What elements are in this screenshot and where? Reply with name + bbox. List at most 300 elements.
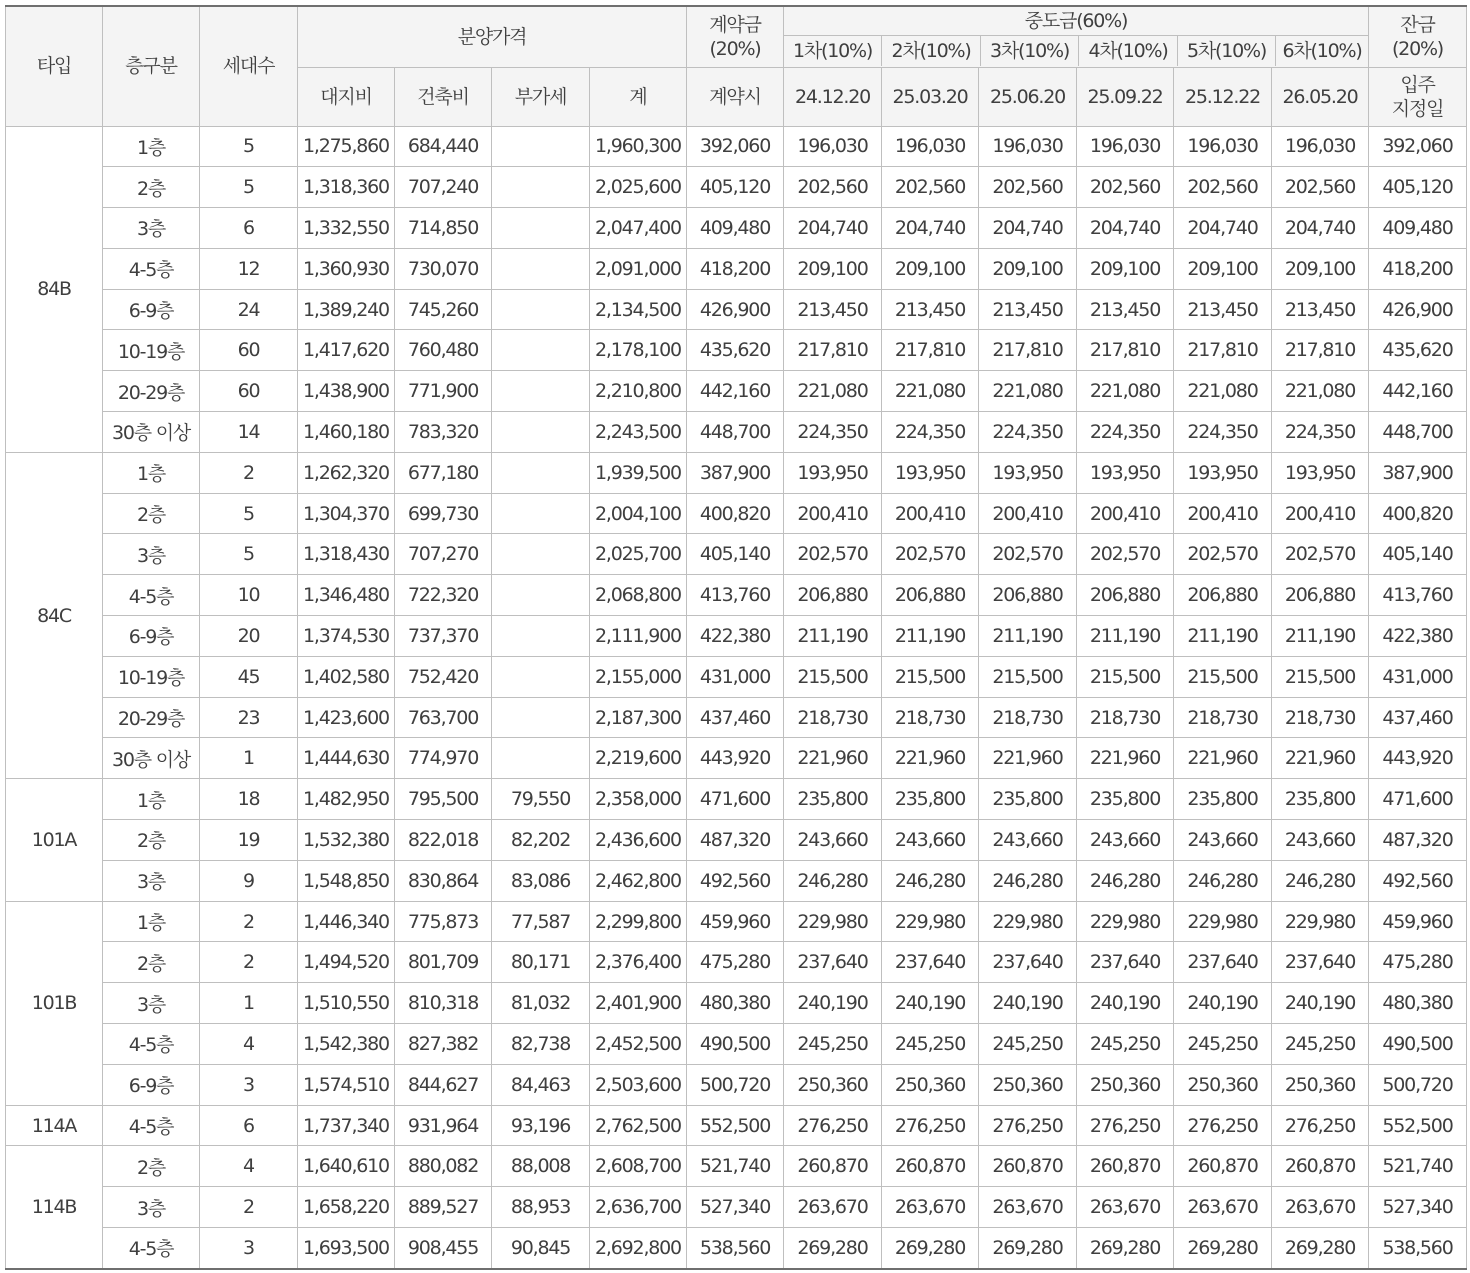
units-cell: 20 <box>200 616 298 657</box>
deposit-cell: 527,340 <box>687 1187 784 1228</box>
deposit-cell: 487,320 <box>687 820 784 861</box>
middle-payment-cell-2: 237,640 <box>882 942 979 983</box>
balance-cell: 387,900 <box>1369 452 1467 493</box>
total-cell: 2,376,400 <box>590 942 687 983</box>
land-cell: 1,446,340 <box>298 901 395 942</box>
middle-payment-cell-1: 276,250 <box>784 1105 882 1146</box>
vat-cell: 83,086 <box>492 860 590 901</box>
building-cell: 760,480 <box>395 330 492 371</box>
header-middle-label-2: 2차(10%) <box>882 36 981 66</box>
building-cell: 830,864 <box>395 860 492 901</box>
middle-payment-cell-5: 235,800 <box>1174 779 1272 820</box>
land-cell: 1,693,500 <box>298 1228 395 1269</box>
total-cell: 2,358,000 <box>590 779 687 820</box>
middle-payment-cell-2: 276,250 <box>882 1105 979 1146</box>
middle-payment-cell-6: 206,880 <box>1272 575 1369 616</box>
table-row <box>6 452 1467 493</box>
total-cell: 2,025,700 <box>590 534 687 575</box>
table-row <box>6 1228 1467 1269</box>
balance-cell: 413,760 <box>1369 575 1467 616</box>
building-cell: 722,320 <box>395 575 492 616</box>
floor-cell: 1층 <box>103 779 200 820</box>
header-middle-group <box>784 6 1369 67</box>
middle-payment-cell-2: 196,030 <box>882 126 979 167</box>
middle-payment-cell-2: 200,410 <box>882 493 979 534</box>
middle-payment-cell-3: 229,980 <box>979 901 1077 942</box>
floor-cell: 6-9층 <box>103 289 200 330</box>
middle-payment-cell-2: 243,660 <box>882 820 979 861</box>
middle-payment-cell-3: 204,740 <box>979 208 1077 249</box>
land-cell: 1,332,550 <box>298 208 395 249</box>
balance-cell: 480,380 <box>1369 983 1467 1024</box>
land-cell: 1,510,550 <box>298 983 395 1024</box>
total-cell: 2,608,700 <box>590 1146 687 1187</box>
middle-payment-cell-3: 237,640 <box>979 942 1077 983</box>
total-cell: 2,636,700 <box>590 1187 687 1228</box>
total-cell: 1,960,300 <box>590 126 687 167</box>
middle-payment-cell-2: 218,730 <box>882 697 979 738</box>
floor-cell: 2층 <box>103 942 200 983</box>
deposit-cell: 552,500 <box>687 1105 784 1146</box>
table-row <box>6 738 1467 779</box>
middle-payment-cell-6: 209,100 <box>1272 248 1369 289</box>
middle-payment-cell-2: 250,360 <box>882 1064 979 1105</box>
land-cell: 1,417,620 <box>298 330 395 371</box>
total-cell: 2,210,800 <box>590 371 687 412</box>
middle-payment-cell-5: 221,960 <box>1174 738 1272 779</box>
deposit-cell: 437,460 <box>687 697 784 738</box>
units-cell: 2 <box>200 901 298 942</box>
middle-payment-cell-3: 193,950 <box>979 452 1077 493</box>
total-cell: 2,025,600 <box>590 167 687 208</box>
building-cell: 707,270 <box>395 534 492 575</box>
land-cell: 1,318,360 <box>298 167 395 208</box>
middle-payment-cell-1: 221,080 <box>784 371 882 412</box>
middle-payment-cell-1: 224,350 <box>784 412 882 453</box>
middle-payment-cell-6: 202,570 <box>1272 534 1369 575</box>
middle-payment-cell-5: 276,250 <box>1174 1105 1272 1146</box>
vat-cell <box>492 493 590 534</box>
vat-cell <box>492 656 590 697</box>
balance-cell: 405,140 <box>1369 534 1467 575</box>
building-cell: 822,018 <box>395 820 492 861</box>
building-cell: 844,627 <box>395 1064 492 1105</box>
type-cell: 114B <box>6 1146 103 1269</box>
floor-cell: 30층 이상 <box>103 412 200 453</box>
land-cell: 1,482,950 <box>298 779 395 820</box>
type-cell: 101A <box>6 779 103 901</box>
units-cell: 10 <box>200 575 298 616</box>
middle-payment-cell-1: 213,450 <box>784 289 882 330</box>
vat-cell <box>492 452 590 493</box>
header-deposit-pct: (20%) <box>709 37 761 60</box>
header-middle-label-6: 6차(10%) <box>1282 40 1362 63</box>
middle-payment-cell-6: 224,350 <box>1272 412 1369 453</box>
total-cell: 2,452,500 <box>590 1024 687 1065</box>
vat-cell <box>492 697 590 738</box>
building-cell: 752,420 <box>395 656 492 697</box>
middle-payment-cell-3: 215,500 <box>979 656 1077 697</box>
middle-payment-cell-4: 215,500 <box>1077 656 1174 697</box>
balance-cell: 500,720 <box>1369 1064 1467 1105</box>
units-cell: 1 <box>200 983 298 1024</box>
type-cell: 101B <box>6 901 103 1105</box>
header-type: 타입 <box>6 6 103 126</box>
header-middle-labels <box>784 36 1368 66</box>
units-cell: 5 <box>200 167 298 208</box>
middle-payment-cell-1: 204,740 <box>784 208 882 249</box>
table-row <box>6 860 1467 901</box>
middle-payment-cell-5: 209,100 <box>1174 248 1272 289</box>
middle-payment-cell-3: 218,730 <box>979 697 1077 738</box>
building-cell: 707,240 <box>395 167 492 208</box>
middle-payment-cell-3: 211,190 <box>979 616 1077 657</box>
deposit-cell: 413,760 <box>687 575 784 616</box>
balance-cell: 426,900 <box>1369 289 1467 330</box>
middle-payment-cell-4: 269,280 <box>1077 1228 1174 1269</box>
total-cell: 2,462,800 <box>590 860 687 901</box>
vat-cell <box>492 126 590 167</box>
middle-payment-cell-5: 217,810 <box>1174 330 1272 371</box>
middle-payment-cell-4: 245,250 <box>1077 1024 1174 1065</box>
header-balance-timing-2: 지정일 <box>1391 97 1444 120</box>
vat-cell: 80,171 <box>492 942 590 983</box>
balance-cell: 437,460 <box>1369 697 1467 738</box>
middle-payment-cell-6: 235,800 <box>1272 779 1369 820</box>
total-cell: 2,762,500 <box>590 1105 687 1146</box>
deposit-cell: 426,900 <box>687 289 784 330</box>
deposit-cell: 521,740 <box>687 1146 784 1187</box>
middle-payment-cell-2: 209,100 <box>882 248 979 289</box>
middle-payment-cell-4: 237,640 <box>1077 942 1174 983</box>
table-body <box>6 126 1467 1269</box>
deposit-cell: 435,620 <box>687 330 784 371</box>
middle-payment-cell-4: 229,980 <box>1077 901 1174 942</box>
middle-payment-cell-6: 229,980 <box>1272 901 1369 942</box>
building-cell: 730,070 <box>395 248 492 289</box>
total-cell: 1,939,500 <box>590 452 687 493</box>
middle-payment-cell-2: 204,740 <box>882 208 979 249</box>
balance-cell: 459,960 <box>1369 901 1467 942</box>
middle-payment-cell-1: 240,190 <box>784 983 882 1024</box>
middle-payment-cell-5: 206,880 <box>1174 575 1272 616</box>
middle-payment-cell-2: 202,560 <box>882 167 979 208</box>
deposit-cell: 500,720 <box>687 1064 784 1105</box>
middle-payment-cell-6: 213,450 <box>1272 289 1369 330</box>
balance-cell: 409,480 <box>1369 208 1467 249</box>
table-row <box>6 208 1467 249</box>
deposit-cell: 400,820 <box>687 493 784 534</box>
balance-cell: 418,200 <box>1369 248 1467 289</box>
header-balance-timing-1: 입주 <box>1400 73 1435 96</box>
header-units: 세대수 <box>200 6 298 126</box>
middle-payment-cell-1: 218,730 <box>784 697 882 738</box>
middle-payment-cell-4: 211,190 <box>1077 616 1174 657</box>
header-balance <box>1369 6 1467 67</box>
header-deposit-timing: 계약시 <box>687 67 784 126</box>
middle-payment-cell-4: 246,280 <box>1077 860 1174 901</box>
total-cell: 2,047,400 <box>590 208 687 249</box>
header-middle-date-2: 25.03.20 <box>882 67 979 126</box>
table-row <box>6 1064 1467 1105</box>
middle-payment-cell-1: 217,810 <box>784 330 882 371</box>
vat-cell: 82,738 <box>492 1024 590 1065</box>
vat-cell: 81,032 <box>492 983 590 1024</box>
table-row <box>6 1146 1467 1187</box>
vat-cell: 93,196 <box>492 1105 590 1146</box>
middle-payment-cell-4: 224,350 <box>1077 412 1174 453</box>
building-cell: 775,873 <box>395 901 492 942</box>
floor-cell: 4-5층 <box>103 1024 200 1065</box>
units-cell: 5 <box>200 126 298 167</box>
middle-payment-cell-1: 215,500 <box>784 656 882 697</box>
total-cell: 2,692,800 <box>590 1228 687 1269</box>
deposit-cell: 431,000 <box>687 656 784 697</box>
header-middle-date-5: 25.12.22 <box>1174 67 1272 126</box>
table-row <box>6 248 1467 289</box>
building-cell: 810,318 <box>395 983 492 1024</box>
middle-payment-cell-6: 204,740 <box>1272 208 1369 249</box>
middle-payment-cell-4: 213,450 <box>1077 289 1174 330</box>
middle-payment-cell-4: 221,960 <box>1077 738 1174 779</box>
middle-payment-cell-2: 215,500 <box>882 656 979 697</box>
total-cell: 2,436,600 <box>590 820 687 861</box>
floor-cell: 2층 <box>103 167 200 208</box>
floor-cell: 4-5층 <box>103 1228 200 1269</box>
land-cell: 1,640,610 <box>298 1146 395 1187</box>
middle-payment-cell-3: 196,030 <box>979 126 1077 167</box>
balance-cell: 448,700 <box>1369 412 1467 453</box>
floor-cell: 3층 <box>103 983 200 1024</box>
land-cell: 1,548,850 <box>298 860 395 901</box>
middle-payment-cell-3: 209,100 <box>979 248 1077 289</box>
balance-cell: 471,600 <box>1369 779 1467 820</box>
middle-payment-cell-3: 221,080 <box>979 371 1077 412</box>
middle-payment-cell-6: 200,410 <box>1272 493 1369 534</box>
type-cell: 114A <box>6 1105 103 1146</box>
building-cell: 737,370 <box>395 616 492 657</box>
middle-payment-cell-2: 229,980 <box>882 901 979 942</box>
middle-payment-cell-2: 260,870 <box>882 1146 979 1187</box>
balance-cell: 443,920 <box>1369 738 1467 779</box>
middle-payment-cell-6: 237,640 <box>1272 942 1369 983</box>
vat-cell <box>492 575 590 616</box>
header-middle-label-4: 4차(10%) <box>1079 36 1178 66</box>
middle-payment-cell-5: 245,250 <box>1174 1024 1272 1065</box>
land-cell: 1,304,370 <box>298 493 395 534</box>
deposit-cell: 392,060 <box>687 126 784 167</box>
header-middle-date-3: 25.06.20 <box>979 67 1077 126</box>
middle-payment-cell-1: 250,360 <box>784 1064 882 1105</box>
floor-cell: 3층 <box>103 208 200 249</box>
vat-cell <box>492 616 590 657</box>
middle-payment-cell-5: 246,280 <box>1174 860 1272 901</box>
total-cell: 2,068,800 <box>590 575 687 616</box>
middle-payment-cell-4: 240,190 <box>1077 983 1174 1024</box>
header-balance-pct: (20%) <box>1391 37 1444 60</box>
vat-cell <box>492 289 590 330</box>
header-building: 건축비 <box>395 67 492 126</box>
middle-payment-cell-4: 196,030 <box>1077 126 1174 167</box>
table-row <box>6 983 1467 1024</box>
deposit-cell: 442,160 <box>687 371 784 412</box>
middle-payment-cell-4: 263,670 <box>1077 1187 1174 1228</box>
type-cell: 84C <box>6 452 103 778</box>
middle-payment-cell-5: 211,190 <box>1174 616 1272 657</box>
total-cell: 2,219,600 <box>590 738 687 779</box>
units-cell: 60 <box>200 371 298 412</box>
floor-cell: 1층 <box>103 126 200 167</box>
middle-payment-cell-1: 196,030 <box>784 126 882 167</box>
table-row <box>6 493 1467 534</box>
middle-payment-cell-4: 218,730 <box>1077 697 1174 738</box>
land-cell: 1,423,600 <box>298 697 395 738</box>
middle-payment-cell-2: 235,800 <box>882 779 979 820</box>
balance-cell: 475,280 <box>1369 942 1467 983</box>
table-row <box>6 289 1467 330</box>
land-cell: 1,658,220 <box>298 1187 395 1228</box>
units-cell: 12 <box>200 248 298 289</box>
units-cell: 4 <box>200 1024 298 1065</box>
deposit-cell: 443,920 <box>687 738 784 779</box>
middle-payment-cell-5: 229,980 <box>1174 901 1272 942</box>
units-cell: 2 <box>200 452 298 493</box>
header-balance-title: 잔금 <box>1400 13 1435 36</box>
table-row <box>6 779 1467 820</box>
middle-payment-cell-6: 243,660 <box>1272 820 1369 861</box>
middle-payment-cell-5: 269,280 <box>1174 1228 1272 1269</box>
type-cell: 84B <box>6 126 103 452</box>
middle-payment-cell-1: 209,100 <box>784 248 882 289</box>
land-cell: 1,444,630 <box>298 738 395 779</box>
middle-payment-cell-4: 204,740 <box>1077 208 1174 249</box>
middle-payment-cell-6: 221,960 <box>1272 738 1369 779</box>
middle-payment-cell-6: 263,670 <box>1272 1187 1369 1228</box>
header-land: 대지비 <box>298 67 395 126</box>
middle-payment-cell-3: 235,800 <box>979 779 1077 820</box>
middle-payment-cell-5: 215,500 <box>1174 656 1272 697</box>
middle-payment-cell-6: 276,250 <box>1272 1105 1369 1146</box>
middle-payment-cell-6: 193,950 <box>1272 452 1369 493</box>
middle-payment-cell-5: 221,080 <box>1174 371 1272 412</box>
table-row <box>6 126 1467 167</box>
floor-cell: 10-19층 <box>103 330 200 371</box>
land-cell: 1,460,180 <box>298 412 395 453</box>
vat-cell: 82,202 <box>492 820 590 861</box>
building-cell: 795,500 <box>395 779 492 820</box>
middle-payment-cell-5: 240,190 <box>1174 983 1272 1024</box>
middle-payment-cell-2: 202,570 <box>882 534 979 575</box>
deposit-cell: 490,500 <box>687 1024 784 1065</box>
middle-payment-cell-1: 245,250 <box>784 1024 882 1065</box>
middle-payment-cell-6: 221,080 <box>1272 371 1369 412</box>
vat-cell: 77,587 <box>492 901 590 942</box>
balance-cell: 487,320 <box>1369 820 1467 861</box>
vat-cell: 79,550 <box>492 779 590 820</box>
balance-cell: 422,380 <box>1369 616 1467 657</box>
middle-payment-cell-4: 235,800 <box>1077 779 1174 820</box>
middle-payment-cell-2: 240,190 <box>882 983 979 1024</box>
building-cell: 931,964 <box>395 1105 492 1146</box>
floor-cell: 2층 <box>103 820 200 861</box>
land-cell: 1,360,930 <box>298 248 395 289</box>
floor-cell: 3층 <box>103 534 200 575</box>
floor-cell: 3층 <box>103 860 200 901</box>
middle-payment-cell-4: 209,100 <box>1077 248 1174 289</box>
middle-payment-cell-6: 196,030 <box>1272 126 1369 167</box>
land-cell: 1,402,580 <box>298 656 395 697</box>
middle-payment-cell-2: 206,880 <box>882 575 979 616</box>
balance-cell: 492,560 <box>1369 860 1467 901</box>
table-row <box>6 697 1467 738</box>
middle-payment-cell-6: 202,560 <box>1272 167 1369 208</box>
middle-payment-cell-6: 260,870 <box>1272 1146 1369 1187</box>
middle-payment-cell-1: 243,660 <box>784 820 882 861</box>
middle-payment-cell-2: 221,080 <box>882 371 979 412</box>
vat-cell: 90,845 <box>492 1228 590 1269</box>
floor-cell: 20-29층 <box>103 697 200 738</box>
middle-payment-cell-4: 221,080 <box>1077 371 1174 412</box>
floor-cell: 4-5층 <box>103 1105 200 1146</box>
deposit-cell: 471,600 <box>687 779 784 820</box>
middle-payment-cell-5: 202,560 <box>1174 167 1272 208</box>
middle-payment-cell-5: 260,870 <box>1174 1146 1272 1187</box>
units-cell: 5 <box>200 534 298 575</box>
building-cell: 677,180 <box>395 452 492 493</box>
middle-payment-cell-2: 245,250 <box>882 1024 979 1065</box>
land-cell: 1,737,340 <box>298 1105 395 1146</box>
building-cell: 880,082 <box>395 1146 492 1187</box>
deposit-cell: 480,380 <box>687 983 784 1024</box>
table-row <box>6 1024 1467 1065</box>
units-cell: 24 <box>200 289 298 330</box>
building-cell: 774,970 <box>395 738 492 779</box>
total-cell: 2,091,000 <box>590 248 687 289</box>
building-cell: 827,382 <box>395 1024 492 1065</box>
middle-payment-cell-5: 202,570 <box>1174 534 1272 575</box>
middle-payment-cell-3: 200,410 <box>979 493 1077 534</box>
deposit-cell: 475,280 <box>687 942 784 983</box>
floor-cell: 30층 이상 <box>103 738 200 779</box>
vat-cell <box>492 371 590 412</box>
middle-payment-cell-5: 218,730 <box>1174 697 1272 738</box>
balance-cell: 442,160 <box>1369 371 1467 412</box>
table-row <box>6 1187 1467 1228</box>
middle-payment-cell-6: 215,500 <box>1272 656 1369 697</box>
middle-payment-cell-3: 269,280 <box>979 1228 1077 1269</box>
deposit-cell: 448,700 <box>687 412 784 453</box>
middle-payment-cell-1: 200,410 <box>784 493 882 534</box>
units-cell: 18 <box>200 779 298 820</box>
middle-payment-cell-3: 246,280 <box>979 860 1077 901</box>
balance-cell: 405,120 <box>1369 167 1467 208</box>
middle-payment-cell-1: 260,870 <box>784 1146 882 1187</box>
middle-payment-cell-1: 237,640 <box>784 942 882 983</box>
header-floor: 층구분 <box>103 6 200 126</box>
deposit-cell: 492,560 <box>687 860 784 901</box>
middle-payment-cell-5: 196,030 <box>1174 126 1272 167</box>
balance-cell: 552,500 <box>1369 1105 1467 1146</box>
deposit-cell: 459,960 <box>687 901 784 942</box>
middle-payment-cell-1: 246,280 <box>784 860 882 901</box>
floor-cell: 1층 <box>103 901 200 942</box>
middle-payment-cell-4: 202,570 <box>1077 534 1174 575</box>
middle-payment-cell-6: 218,730 <box>1272 697 1369 738</box>
header-middle-label-1: 1차(10%) <box>784 36 882 66</box>
middle-payment-cell-6: 217,810 <box>1272 330 1369 371</box>
land-cell: 1,542,380 <box>298 1024 395 1065</box>
units-cell: 1 <box>200 738 298 779</box>
